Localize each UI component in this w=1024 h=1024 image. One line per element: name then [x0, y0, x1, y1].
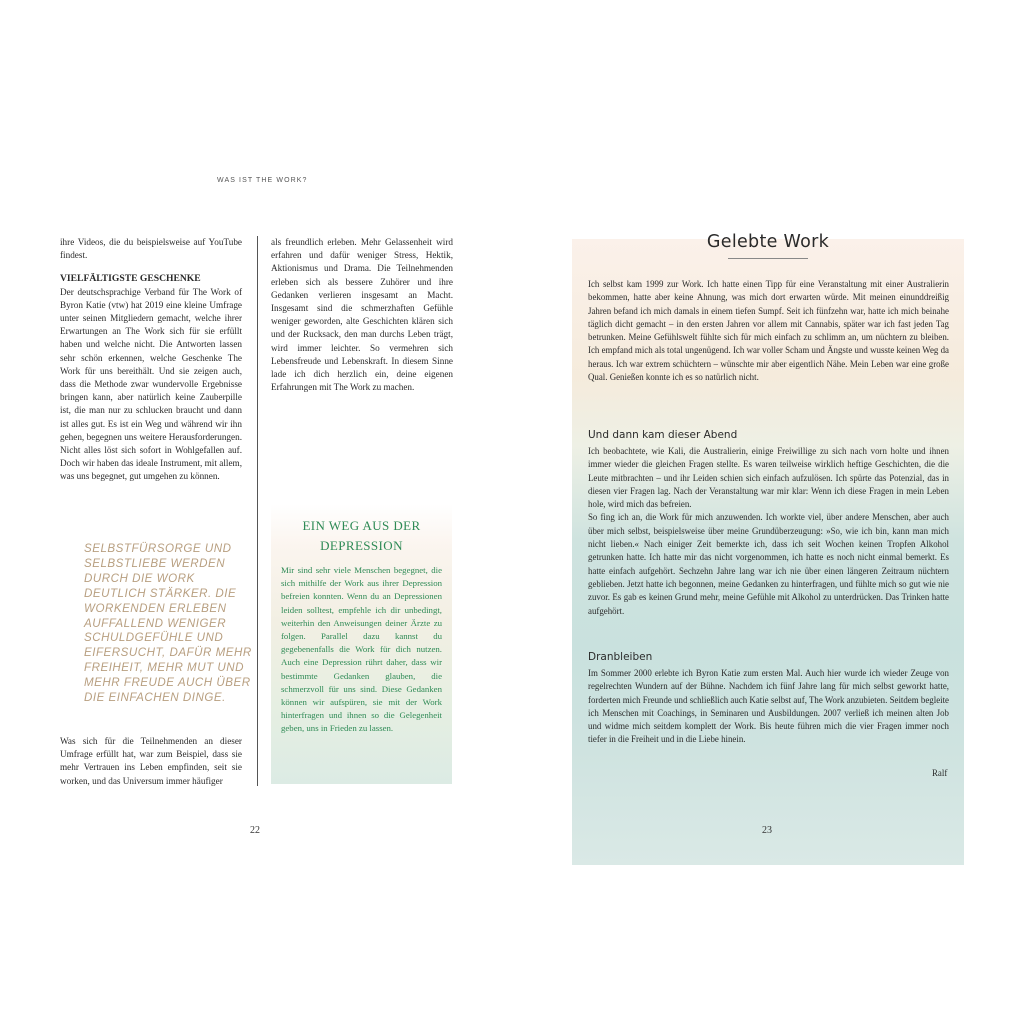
left-column-1-bottom	[60, 735, 242, 788]
right-page-title: Gelebte Work	[706, 232, 830, 252]
col1-body: Der deutschsprachige Verband für The Work of Byron Katie (vtw) hat 2019 eine kleine Umfrage unter seinen Mitgliedern gemacht, welche ihrer Erwartungen an The Work sich für sie erfüllt haben und welche nicht. Die Antworten lassen sehr schön erkennen, welche Geschenke The Work für uns bereithält. Und sie zeigen auch, dass die Methode zwar wundervolle Ergebnisse bringen kann, aber natürlich keine Zauberpille ist, die man nur zu schlucken braucht und dann ist alles gut. Es ist ein Weg und während wir ihn gehen, begegnen uns weitere Herausforderungen. Nicht alles löst sich sofort in Wohlgefallen auf. Doch wir haben das ideale Instrument, mit allem, was uns begegnet, gut umgehen zu können.	[60, 286, 242, 482]
section-2-heading: Dranbleiben	[588, 651, 653, 663]
info-box-title: EIN WEG AUS DER DEPRESSION	[302, 518, 421, 553]
right-section-1	[588, 428, 949, 618]
page-number-right: 23	[762, 825, 772, 836]
col2-text: als freundlich erleben. Mehr Gelassenheit wird erfahren und dafür weniger Stress, Hektik, Aktionismus und Drama. Die Teilnehmenden erleben sich als bessere Zuhörer und ihre Gedanken verlieren insgesamt an Macht. Insgesamt sind die schmerzhaften Gefühle weniger geworden, alte Geschichten klären sich und der Rucksack, den man durchs Leben trägt, wird immer leichter. So vermehren sich Lebensfreude und Lebenskraft. In diesem Sinne lade ich dich herzlich ein, deine eigenen Erfahrungen mit The Work zu machen.	[271, 237, 453, 393]
col3-text: Was sich für die Teilnehmenden an dieser Umfrage erfüllt hat, war zum Beispiel, dass sie mehr Vertrauen ins Leben empfinden, seit sie worken, und das Universum immer häufiger	[60, 736, 242, 786]
pull-quote: SELBSTFÜRSORGE UND SELBSTLIEBE WERDEN DURCH DIE WORK DEUTLICH STÄRKER. DIE WORKENDEN ERLEBEN AUFFALLEND WENIGER SCHULDGEFÜHLE UND EIFERSUCHT, DAFÜR MEHR FREIHEIT, MEHR MUT UND MEHR FREUDE AUCH ÜBER DIE EINFACHEN DINGE.	[84, 542, 252, 705]
signature: Ralf	[932, 768, 948, 778]
intro-text: Ich selbst kam 1999 zur Work. Ich hatte einen Tipp für eine Veranstaltung mit einer Australierin bekommen, hatte aber keine Ahnung, was mich dort erwarten würde. Mit meinen einunddreißig Jahren befand ich mich damals in einem tiefen Sumpf. Seit ich fünfzehn war, hatte ich mich beinahe täglich dicht gemacht – in den ersten Jahren vor allem mit Cannabis, später war ich fast jeden Tag betrunken. Meine Gefühlswelt fühlte sich für mich einfach zu schlimm an, um nüchtern zu bleiben. Ich empfand mich als total ungenügend. Ich war voller Scham und Ängste und wusste keinen Weg da heraus. Ich war extrem schüchtern – wünschte mir aber eigentlich Nähe. Mein Leben war eine große Qual. Genießen konnte ich es so natürlich nicht.	[588, 279, 949, 383]
right-intro	[588, 278, 949, 384]
title-underline	[728, 258, 808, 259]
col1-intro: ihre Videos, die du beispielsweise auf YouTube findest.	[60, 237, 242, 261]
section-subhead: VIELFÄLTIGSTE GESCHENKE	[60, 273, 201, 285]
column-divider	[257, 236, 258, 786]
section-2-paragraph: Im Sommer 2000 erlebte ich Byron Katie zum ersten Mal. Auch hier wurde ich wieder Zeuge von regelrechten Wundern auf der Bühne. Nachdem ich fünf Jahre lang für mich selbst geworkt hatte, forderten mich Freunde und schließlich auch Katie selbst auf, The Work anzubieten. Seitdem begleite ich Menschen mit Coachings, in Seminaren und Ausbildungen. 2007 verließ ich meinen alten Job und widme mich seitdem komplett der Work. Bis heute führen mich die vier Fragen immer noch tiefer in die Freiheit und in die Liebe hinein.	[588, 668, 949, 745]
page-number-left: 22	[250, 825, 260, 836]
info-box-text: Mir sind sehr viele Menschen begegnet, die sich mithilfe der Work aus ihrer Depression befreien konnten. Wenn du an Depressionen leiden solltest, empfehle ich dir unbedingt, weiterhin den Anweisungen deiner Ärzte zu folgen. Parallel dazu kannst du gegebenenfalls die Work für dich nutzen. Auch eine Depression rührt daher, dass wir bestimmte Gedanken glauben, die schmerzvoll für uns sind. Diese Gedanken können wir aufspüren, sie mit der Work hinterfragen und ihnen so die Gelegenheit geben, uns in Frieden zu lassen.	[281, 565, 442, 734]
left-column-2	[271, 236, 453, 394]
section-1-paragraph-2: So fing ich an, die Work für mich anzuwenden. Ich workte viel, über andere Menschen, aber auch über mich selbst, beispielsweise über meine Grundüberzeugung: »So, wie ich bin, kann man mich nicht lieben.« Nach einiger Zeit bemerkte ich, dass ich seit Wochen keinen Tropfen Alkohol getrunken hatte. Ich hatte mir das nicht vorgenommen, ich hatte es noch nicht einmal bemerkt. Es hatte einfach aufgehört. Sechzehn Jahre lang war ich nie über einen längeren Zeitraum nüchtern geblieben. Jetzt hatte ich begonnen, meine Gedanken zu hinterfragen, und fühlte mich so gut wie nie zuvor. Es gab es keinen Grund mehr, meine Gefühle mit Alkohol zu unterdrücken. Das Trinken hatte aufgehört.	[588, 512, 949, 616]
right-section-2	[588, 650, 949, 747]
running-header: WAS IST THE WORK?	[217, 177, 308, 184]
section-1-paragraph-1: Ich beobachtete, wie Kali, die Australierin, einige Freiwillige zu sich nach vorn holte und ihnen immer wieder die gleichen Fragen stellte. Es waren teilweise wirklich heftige Geschichten, die die Leute mitbrachten – und ihr Leiden schien sich einfach aufzulösen. Ich spürte das Potenzial, das in diesen vier Fragen lag. Nach der Veranstaltung war mir klar: Wenn ich diese Fragen in mein Leben hole, wird mich das befreien.	[588, 446, 949, 510]
left-column-1	[60, 236, 242, 484]
section-1-heading: Und dann kam dieser Abend	[588, 429, 738, 441]
info-box-depression	[271, 504, 452, 784]
